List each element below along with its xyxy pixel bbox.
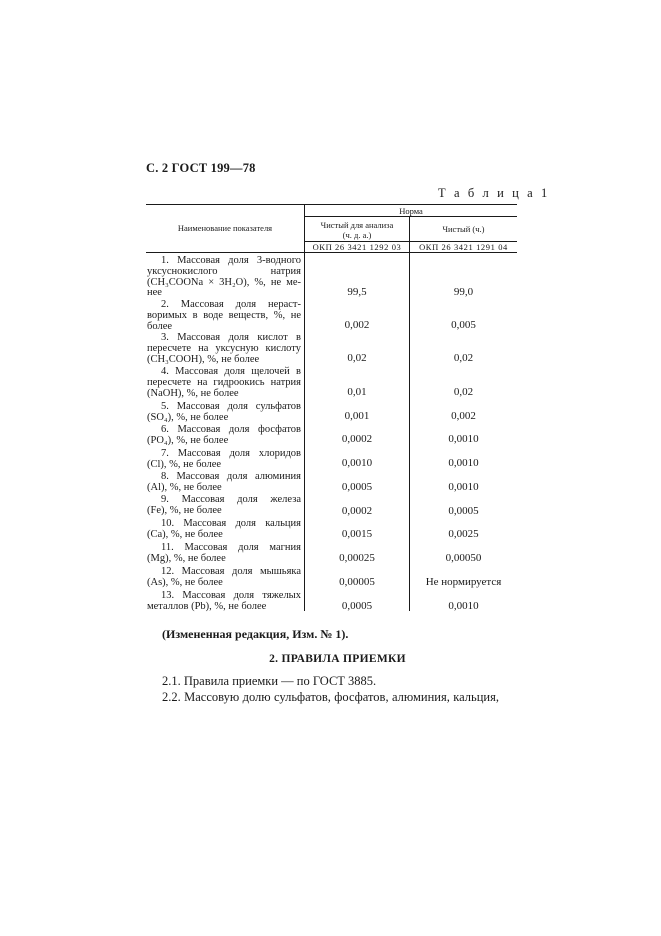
table-row-3-value-ch: 0,02 — [453, 352, 474, 364]
table-top-rule — [146, 204, 517, 205]
table-row-1-value-chda: 99,5 — [347, 286, 367, 298]
table-row-9-value-ch: 0,0005 — [448, 505, 479, 517]
table-row-4-value-ch: 0,02 — [453, 386, 474, 398]
table-row-4-value-chda: 0,01 — [347, 386, 367, 398]
col2-header: Чистый (ч.) — [442, 224, 485, 234]
table-row-5-name: 5. Массовая доля сульфатов (SO₄), %, не более — [147, 401, 301, 423]
table-row-8-value-ch: 0,0010 — [448, 481, 479, 493]
col1-header-line1: Чистый для анализа — [320, 220, 394, 230]
table-row-2-value-ch: 0,005 — [451, 319, 476, 331]
table-row-6-value-chda: 0,0002 — [341, 433, 373, 445]
table-row-11-value-ch: 0,00050 — [445, 552, 482, 564]
table-row-1-value-ch: 99,0 — [453, 286, 474, 298]
col1-header-line2: (ч. д. а.) — [342, 230, 372, 240]
col1-header — [305, 220, 409, 240]
table-row-5-value-ch: 0,002 — [451, 410, 476, 422]
table-row-1-name: 1. Массовая доля 3-водного уксуснокислого натрия (CH₃COONa × 3H₂O), %, не ме- нее — [147, 255, 301, 299]
paragraph-2-1: 2.1. Правила приемки — по ГОСТ 3885. — [162, 674, 377, 688]
table-row-2-value-chda: 0,002 — [344, 319, 370, 331]
table-title: Т а б л и ц а 1 — [438, 186, 550, 200]
table-row-13-name: 13. Массовая доля тяжелых металлов (Pb), %, не более — [147, 590, 301, 612]
norm-header: Норма — [399, 206, 423, 216]
table-row-8-name: 8. Массовая доля алюминия (Al), %, не более — [147, 471, 301, 493]
table-row-7-name: 7. Массовая доля хлоридов (Cl), %, не более — [147, 448, 301, 470]
section-title: 2. ПРАВИЛА ПРИЕМКИ — [269, 653, 406, 665]
norm-header-rule — [304, 216, 517, 217]
table-row-4-name: 4. Массовая доля щелочей в пересчете на гидроокись натрия (NaOH), %, не более — [147, 366, 301, 399]
table-row-8-value-chda: 0,0005 — [341, 481, 373, 493]
table-row-3-value-chda: 0,02 — [347, 352, 367, 364]
col-name-header: Наименование показателя — [177, 223, 273, 233]
table-row-3-name: 3. Массовая доля кислот в пересчете на уксусную кислоту (CH₃COOH), %, не более — [147, 332, 301, 365]
col2-okp: ОКП 26 3421 1291 04 — [419, 242, 508, 252]
table-row-6-value-ch: 0,0010 — [448, 433, 479, 445]
header-bottom-rule — [146, 252, 517, 253]
table-row-13-value-chda: 0,0005 — [341, 600, 373, 612]
table-row-7-value-ch: 0,0010 — [448, 457, 479, 469]
edition-note: (Измененная редакция, Изм. № 1). — [162, 627, 349, 641]
table-row-10-value-chda: 0,0015 — [341, 528, 373, 540]
table-row-10-name: 10. Массовая доля кальция (Ca), %, не более — [147, 518, 301, 540]
table-row-9-value-chda: 0,0002 — [341, 505, 373, 517]
table-row-13-value-ch: 0,0010 — [448, 600, 479, 612]
table-row-12-value-chda: 0,00005 — [339, 576, 375, 588]
table-row-7-value-chda: 0,0010 — [341, 457, 373, 469]
page-header: С. 2 ГОСТ 199—78 — [146, 161, 256, 175]
table-row-2-name: 2. Массовая доля нераст- воримых в воде веществ, %, не более — [147, 299, 301, 332]
table-row-9-name: 9. Массовая доля железа (Fe), %, не более — [147, 494, 301, 516]
name-column-divider — [304, 204, 305, 611]
table-row-12-value-ch: Не нормируется — [425, 576, 502, 588]
table-row-6-name: 6. Массовая доля фосфатов (PO₄), %, не более — [147, 424, 301, 446]
col1-okp: ОКП 26 3421 1292 03 — [312, 242, 402, 252]
table-row-5-value-chda: 0,001 — [344, 410, 370, 422]
table-row-12-name: 12. Массовая доля мышьяка (As), %, не более — [147, 566, 301, 588]
table-row-10-value-ch: 0,0025 — [448, 528, 479, 540]
table-row-11-name: 11. Массовая доля магния (Mg), %, не более — [147, 542, 301, 564]
table-row-11-value-chda: 0,00025 — [339, 552, 375, 564]
paragraph-2-2: 2.2. Массовую долю сульфатов, фосфатов, алюминия, кальция, — [162, 690, 499, 704]
